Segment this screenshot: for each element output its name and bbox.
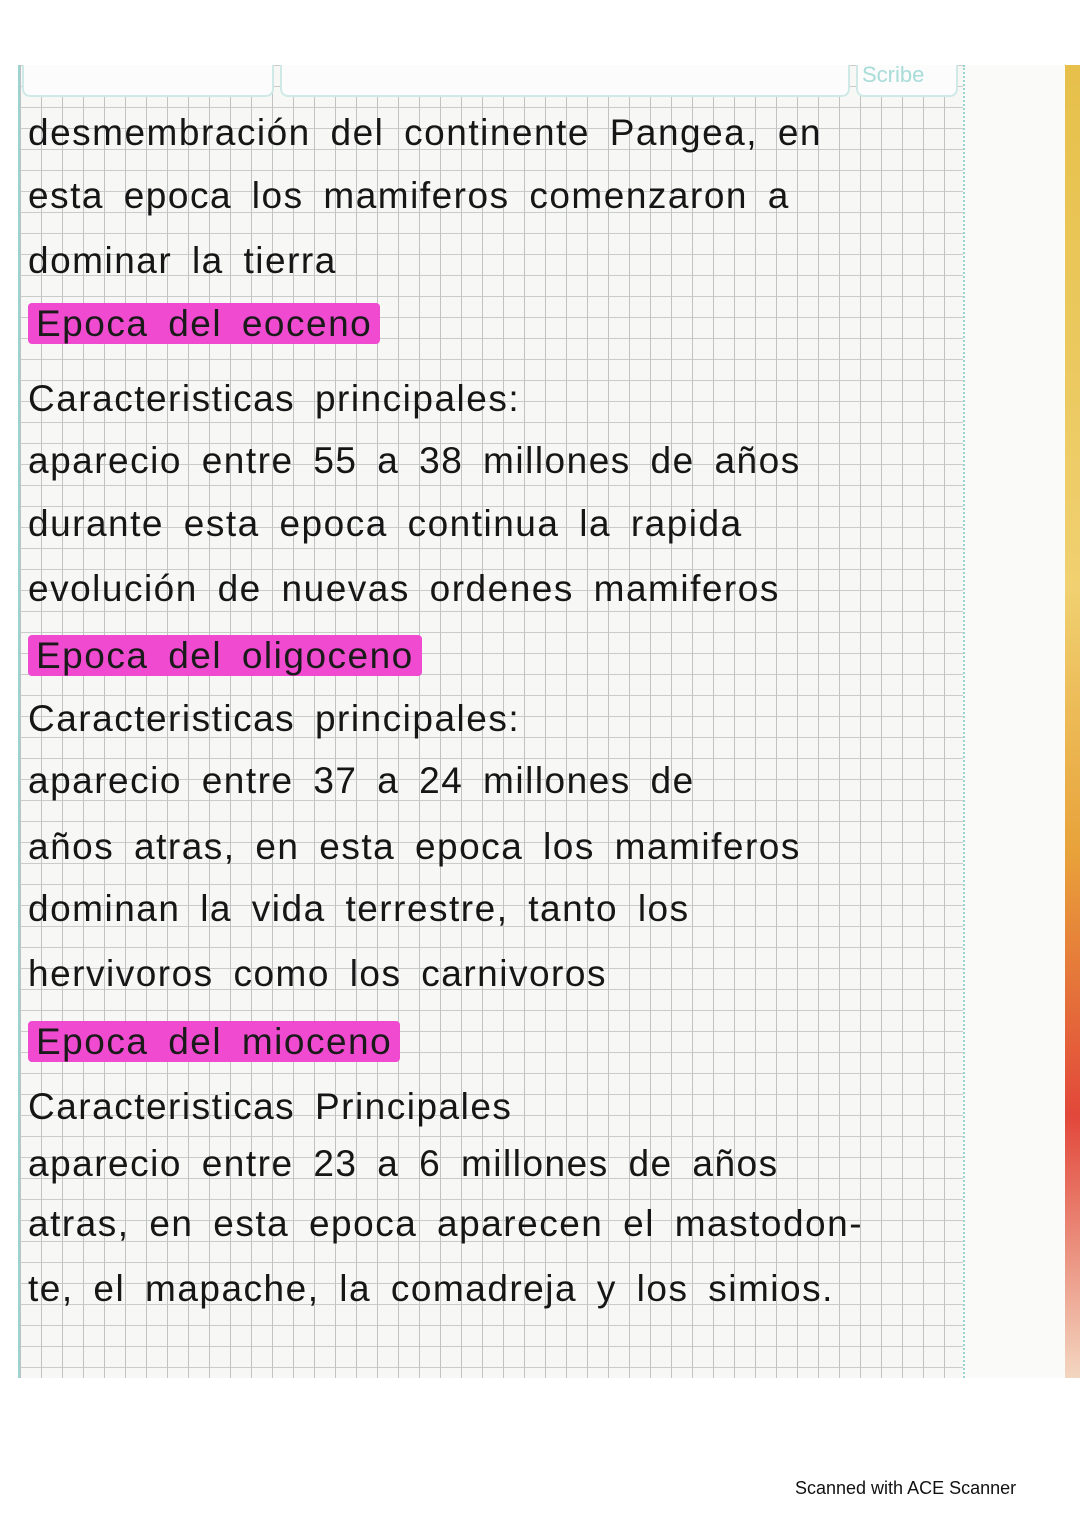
- page-margin: [963, 65, 1067, 1378]
- text-line: aparecio entre 55 a 38 millones de años: [28, 440, 801, 481]
- text-line: desmembración del continente Pangea, en: [28, 112, 822, 153]
- text-line: evolución de nuevas ordenes mamiferos: [28, 568, 780, 609]
- text-line: dominan la vida terrestre, tanto los: [28, 888, 690, 929]
- text-line: aparecio entre 23 a 6 millones de años: [28, 1143, 779, 1184]
- text-line: durante esta epoca continua la rapida: [28, 503, 743, 544]
- text-line: Caracteristicas principales:: [28, 698, 521, 739]
- text-line: hervivoros como los carnivoros: [28, 953, 607, 994]
- header-box-center: [280, 65, 850, 97]
- text-line: atras, en esta epoca aparecen el mastodon-: [28, 1203, 864, 1244]
- scanner-watermark: Scanned with ACE Scanner: [795, 1478, 1017, 1498]
- text-line: esta epoca los mamiferos comenzaron a: [28, 175, 790, 216]
- notebook-brand: Scribe: [862, 62, 925, 87]
- section-heading-eoceno: Epoca del eoceno: [28, 303, 380, 344]
- text-line: te, el mapache, la comadreja y los simios.: [28, 1268, 834, 1309]
- text-line: Caracteristicas principales:: [28, 378, 521, 419]
- header-box-left: [22, 65, 274, 97]
- text-line: dominar la tierra: [28, 240, 337, 281]
- section-heading-oligoceno: Epoca del oligoceno: [28, 635, 422, 676]
- text-line: años atras, en esta epoca los mamiferos: [28, 826, 801, 867]
- notebook-edge-tabs: [1065, 65, 1080, 1378]
- text-line: aparecio entre 37 a 24 millones de: [28, 760, 695, 801]
- section-heading-mioceno: Epoca del mioceno: [28, 1021, 400, 1062]
- text-line: Caracteristicas Principales: [28, 1086, 513, 1127]
